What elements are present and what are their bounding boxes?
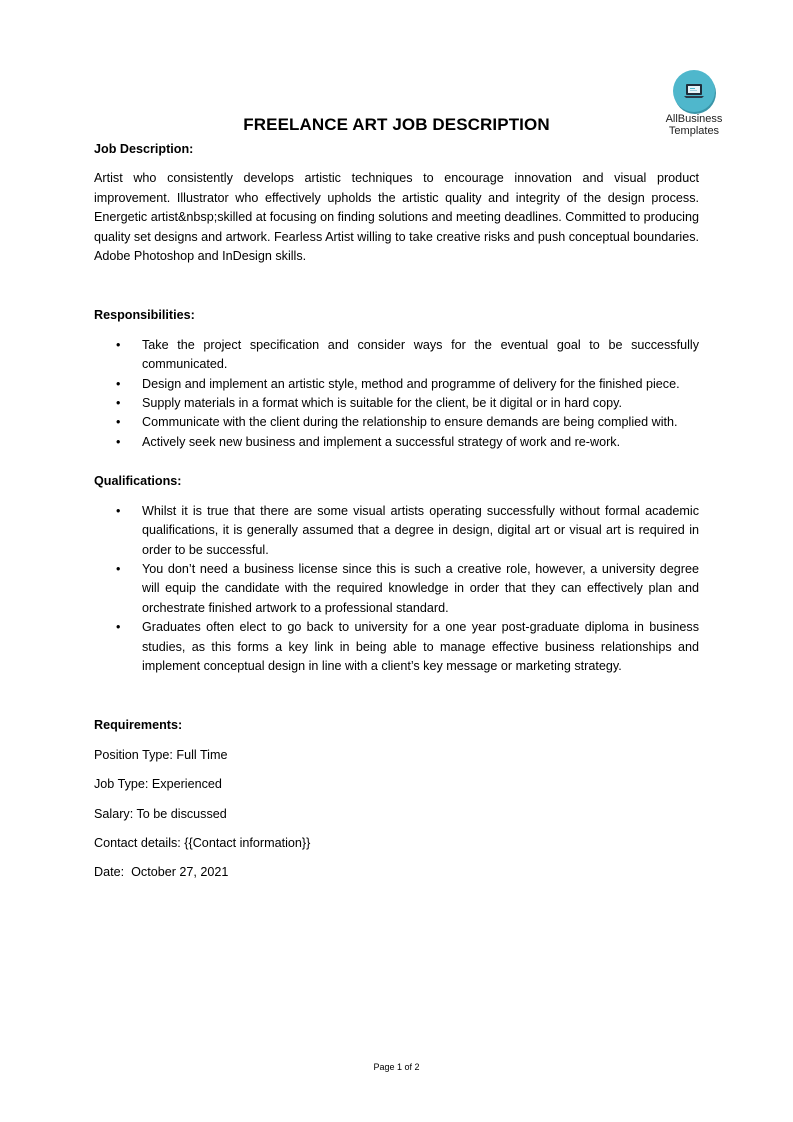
bullet: • [116, 434, 121, 449]
document-title: FREELANCE ART JOB DESCRIPTION [243, 115, 550, 134]
list-item: • Take the project specification and consider ways for the eventual goal to be successfully communicated. [116, 337, 699, 372]
job-type: Job Type: Experienced [94, 777, 222, 792]
responsibilities-heading: Responsibilities: [94, 308, 195, 323]
page-number: Page 1 of 2 [373, 1062, 420, 1072]
list-item: • Actively seek new business and implement a successful strategy of work and re-work. [94, 433, 699, 452]
responsibilities-list [94, 336, 699, 452]
list-item: • You don’t need a business license since this is such a creative role, however, a university degree will equip the candidate with the required knowledge in order that they can effectively plan and orchestrate finished artwork to a professional standard. [116, 561, 699, 615]
contact-details: Contact details: {{Contact information}} [94, 835, 311, 850]
qualifications-list [94, 502, 699, 677]
job-description-heading: Job Description: [94, 142, 194, 156]
list-item: • Supply materials in a format which is suitable for the client, be it digital or in hard copy. [94, 394, 699, 413]
logo-line-2: Templates [668, 125, 720, 137]
list-item: • Graduates often elect to go back to university for a one year post-graduate diploma in business studies, as this forms a key link in being able to manage effective business relationships and implement conceptual design in line with a client’s key message or marketing strategy. [116, 620, 699, 673]
logo-line-1: AllBusiness [665, 113, 723, 125]
bullet: • [116, 376, 121, 391]
laptop-icon [673, 70, 715, 112]
list-item: • Design and implement an artistic style, method and programme of delivery for the finished piece. [94, 375, 699, 394]
position-type: Position Type: Full Time [94, 747, 228, 762]
bullet: • [116, 620, 121, 635]
requirements-heading: Requirements: [94, 718, 183, 733]
bullet: • [116, 561, 121, 576]
salary: Salary: To be discussed [94, 806, 227, 821]
job-description-text: Artist who consistently develops artistic techniques to encourage innovation and visual product improvement. Illustrator who effectively upholds the artistic quality and integrity of the design process. Energetic artist&nbsp;skilled at focusing on finding solutions and meeting deadlines. Committed to producing quality set designs and artwork. Fearless Artist willing to take creative risks and push conceptual boundaries. Adobe Photoshop and InDesign skills. [94, 171, 699, 264]
bullet: • [116, 503, 121, 518]
bullet: • [116, 415, 121, 430]
date: Date: October 27, 2021 [94, 865, 229, 880]
bullet: • [116, 396, 121, 411]
list-item: • Whilst it is true that there are some visual artists operating successfully without formal academic qualifications, it is generally assumed that a degree in design, digital art or visual art is required in order to be successful. [116, 503, 699, 557]
document-body [94, 140, 699, 883]
qualifications-heading: Qualifications: [94, 474, 182, 489]
list-item: • Communicate with the client during the relationship to ensure demands are being complied with. [94, 413, 699, 432]
bullet: • [116, 337, 121, 352]
